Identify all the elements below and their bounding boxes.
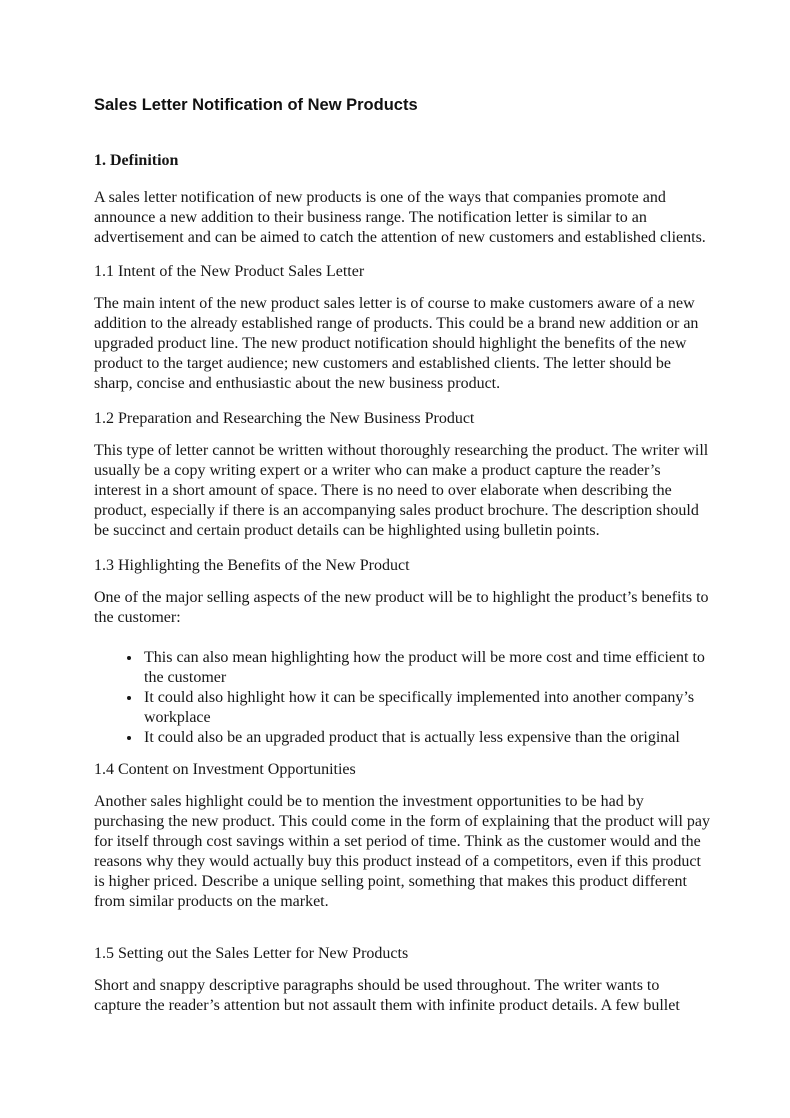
section-heading-definition: 1. Definition bbox=[94, 152, 179, 169]
document-content bbox=[94, 95, 710, 1016]
paragraph-preparation: This type of letter cannot be written without thoroughly researching the product. The writer will usually be a copy writing expert or a writer who can make a product capture the reader’s interest in a short amount of space. There is no need to over elaborate when describing the product, especially if there is an accompanying sales product brochure. The description should be succinct and certain product details can be highlighted using bulletin points. bbox=[94, 442, 709, 539]
bullet-item-upgraded-product: • It could also be an upgraded product that is actually less expensive than the original bbox=[142, 728, 710, 748]
subsection-heading-1-1: 1.1 Intent of the New Product Sales Letter bbox=[94, 263, 365, 280]
paragraph-benefits-intro: One of the major selling aspects of the new product will be to highlight the product’s benefits to the customer: bbox=[94, 589, 709, 626]
bullet-item-cost-time: • This can also mean highlighting how the product will be more cost and time efficient to the customer bbox=[142, 648, 710, 688]
paragraph-setting-out: Short and snappy descriptive paragraphs should be used throughout. The writer wants to capture the reader’s attention but not assault them with infinite product details. A few bullet bbox=[94, 977, 680, 1014]
subsection-heading-1-3: 1.3 Highlighting the Benefits of the New Product bbox=[94, 557, 410, 574]
document-title: Sales Letter Notification of New Products bbox=[94, 96, 418, 114]
subsection-heading-1-2: 1.2 Preparation and Researching the New Business Product bbox=[94, 410, 475, 427]
subsection-heading-1-4: 1.4 Content on Investment Opportunities bbox=[94, 761, 356, 778]
paragraph-definition: A sales letter notification of new products is one of the ways that companies promote and announce a new addition to their business range. The notification letter is similar to an advertisement and can be aimed to catch the attention of new customers and established clients. bbox=[94, 189, 706, 246]
paragraph-intent: The main intent of the new product sales letter is of course to make customers aware of a new addition to the already established range of products. This could be a brand new addition or an upgraded product line. The new product notification should highlight the benefits of the new product to the target audience; new customers and established clients. The letter should be sharp, concise and enthusiastic about the new business product. bbox=[94, 295, 699, 392]
paragraph-investment: Another sales highlight could be to mention the investment opportunities to be had by purchasing the new product. This could come in the form of explaining that the product will pay for itself through cost savings within a set period of time. Think as the customer would and the reasons why they would actually buy this product instead of a competitors, even if this product is higher priced. Describe a unique selling point, something that makes this product different from similar products on the market. bbox=[94, 793, 710, 910]
subsection-heading-1-5: 1.5 Setting out the Sales Letter for New Products bbox=[94, 945, 409, 962]
bullet-item-workplace: • It could also highlight how it can be specifically implemented into another company’s workplace bbox=[142, 688, 710, 728]
benefits-bullet-list bbox=[94, 648, 710, 748]
